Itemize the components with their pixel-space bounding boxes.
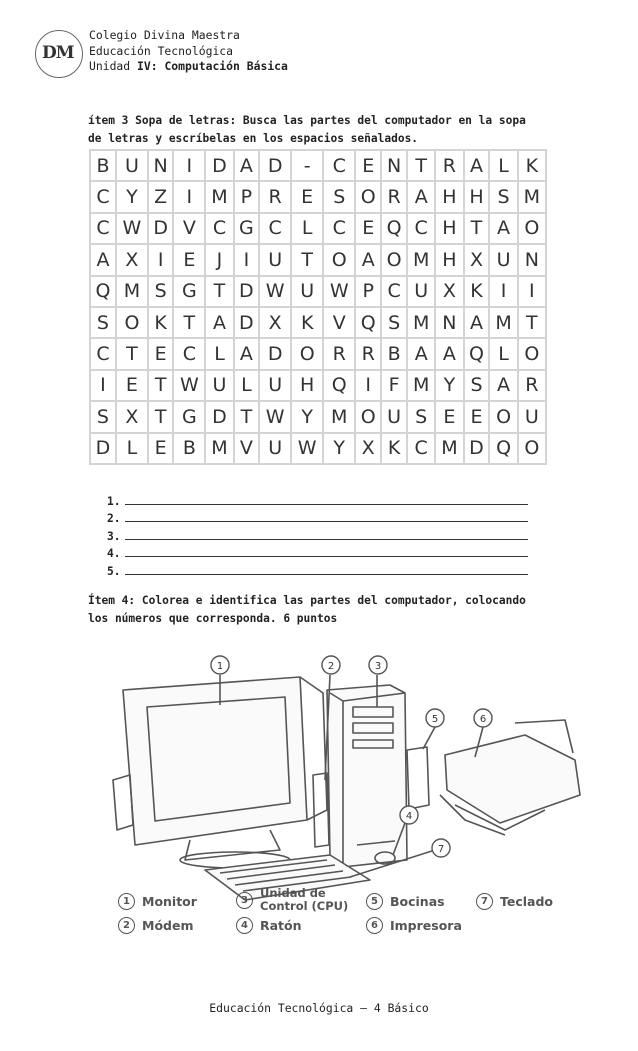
grid-cell[interactable]: B — [174, 434, 204, 463]
grid-cell[interactable]: G — [174, 277, 204, 306]
legend-label: Teclado — [500, 894, 554, 909]
grid-cell[interactable]: - — [292, 151, 322, 180]
grid-cell[interactable]: E — [149, 339, 172, 368]
callout-number: 5 — [431, 714, 439, 725]
grid-cell[interactable]: N — [382, 151, 406, 180]
grid-cell[interactable]: S — [91, 308, 115, 337]
grid-cell[interactable]: T — [174, 308, 204, 337]
grid-cell[interactable]: Q — [490, 434, 516, 463]
grid-cell[interactable]: M — [206, 182, 232, 211]
callout-6 — [474, 709, 492, 727]
grid-cell[interactable]: L — [490, 151, 516, 180]
legend-item — [236, 917, 302, 934]
grid-cell[interactable]: M — [324, 402, 354, 431]
grid-cell[interactable]: H — [465, 182, 489, 211]
grid-cell[interactable]: A — [490, 214, 516, 243]
callout-4 — [400, 806, 418, 824]
grid-row — [91, 214, 545, 243]
grid-cell[interactable]: R — [324, 339, 354, 368]
answer-blank[interactable] — [125, 529, 528, 540]
grid-cell[interactable]: K — [519, 151, 545, 180]
legend-item — [476, 893, 553, 910]
grid-cell[interactable]: L — [117, 434, 147, 463]
legend-number: 2 — [118, 917, 135, 934]
grid-cell[interactable]: N — [436, 308, 462, 337]
grid-cell[interactable]: W — [260, 277, 290, 306]
legend-label: Impresora — [390, 918, 462, 933]
grid-cell[interactable]: D — [235, 277, 259, 306]
grid-cell[interactable]: D — [260, 339, 290, 368]
grid-cell[interactable]: O — [519, 214, 545, 243]
callout-number: 6 — [479, 714, 487, 725]
grid-cell[interactable]: C — [91, 182, 115, 211]
callout-5 — [426, 709, 444, 727]
grid-cell[interactable]: F — [382, 371, 406, 400]
grid-cell[interactable]: H — [436, 214, 462, 243]
grid-cell[interactable]: U — [206, 371, 232, 400]
grid-cell[interactable]: T — [235, 402, 259, 431]
grid-cell[interactable]: X — [356, 434, 380, 463]
item3-instructions — [88, 112, 558, 148]
grid-cell[interactable]: W — [292, 434, 322, 463]
answer-line[interactable] — [107, 543, 528, 561]
answer-line[interactable] — [107, 508, 528, 526]
grid-cell[interactable]: D — [206, 402, 232, 431]
grid-cell[interactable]: W — [324, 277, 354, 306]
grid-cell[interactable]: E — [436, 402, 462, 431]
grid-cell[interactable]: E — [174, 245, 204, 274]
grid-cell[interactable]: I — [490, 277, 516, 306]
grid-cell[interactable]: D — [465, 434, 489, 463]
grid-cell[interactable]: E — [117, 371, 147, 400]
grid-cell[interactable]: T — [117, 339, 147, 368]
answer-line[interactable] — [107, 490, 528, 508]
callout-number: 4 — [405, 811, 413, 822]
grid-cell[interactable]: P — [235, 182, 259, 211]
grid-row — [91, 182, 545, 211]
grid-cell[interactable]: X — [436, 277, 462, 306]
grid-cell[interactable]: W — [260, 402, 290, 431]
item4-line1: Ítem 4: Colorea e identifica las partes del computador, colocando — [88, 594, 526, 607]
grid-cell[interactable]: N — [149, 151, 172, 180]
grid-cell[interactable]: C — [91, 214, 115, 243]
answer-number: 5. — [107, 564, 121, 578]
grid-cell[interactable]: C — [324, 151, 354, 180]
grid-row — [91, 434, 545, 463]
printer-drawing — [440, 720, 580, 835]
grid-cell[interactable]: V — [324, 308, 354, 337]
grid-cell[interactable]: C — [382, 277, 406, 306]
item4-line2: los números que corresponda. 6 puntos — [88, 612, 338, 625]
grid-cell[interactable]: X — [117, 402, 147, 431]
grid-cell[interactable]: V — [235, 434, 259, 463]
grid-cell[interactable]: K — [465, 277, 489, 306]
grid-cell[interactable]: X — [260, 308, 290, 337]
grid-cell[interactable]: B — [382, 339, 406, 368]
callout-number: 1 — [216, 661, 224, 672]
grid-row — [91, 245, 545, 274]
grid-cell[interactable]: S — [91, 402, 115, 431]
grid-cell[interactable]: O — [292, 339, 322, 368]
grid-cell[interactable]: C — [408, 214, 434, 243]
grid-cell[interactable]: O — [490, 402, 516, 431]
grid-cell[interactable]: O — [324, 245, 354, 274]
callout-number: 7 — [437, 844, 445, 855]
grid-cell[interactable]: W — [117, 214, 147, 243]
page-footer: Educación Tecnológica – 4 Básico — [209, 1001, 429, 1015]
grid-cell[interactable]: O — [519, 339, 545, 368]
answer-lines — [107, 490, 528, 578]
grid-cell[interactable]: L — [292, 214, 322, 243]
grid-cell[interactable]: I — [91, 371, 115, 400]
grid-cell[interactable]: M — [408, 371, 434, 400]
monitor-drawing — [123, 677, 327, 868]
grid-cell[interactable]: C — [260, 214, 290, 243]
grid-cell[interactable]: U — [260, 371, 290, 400]
callout-7 — [432, 839, 450, 857]
legend-number: 3 — [236, 892, 253, 909]
grid-cell[interactable]: A — [465, 151, 489, 180]
callout-3 — [369, 656, 387, 674]
grid-cell[interactable]: Z — [149, 182, 172, 211]
grid-row — [91, 402, 545, 431]
grid-cell[interactable]: D — [91, 434, 115, 463]
grid-cell[interactable]: L — [235, 371, 259, 400]
grid-cell[interactable]: A — [465, 308, 489, 337]
word-search-table — [89, 149, 547, 465]
grid-cell[interactable]: T — [149, 402, 172, 431]
grid-cell[interactable]: L — [490, 339, 516, 368]
grid-cell[interactable]: S — [382, 308, 406, 337]
grid-cell[interactable]: M — [117, 277, 147, 306]
grid-row — [91, 308, 545, 337]
grid-cell[interactable]: U — [408, 277, 434, 306]
answer-blank[interactable] — [125, 546, 528, 557]
grid-cell[interactable]: A — [408, 182, 434, 211]
legend-label: Módem — [142, 918, 194, 933]
grid-cell[interactable]: C — [408, 434, 434, 463]
subject-name: Educación Tecnológica — [89, 43, 234, 58]
word-search-grid — [89, 149, 547, 465]
unit-title: IV: Computación Básica — [137, 59, 288, 73]
answer-number: 1. — [107, 494, 121, 508]
grid-cell[interactable]: T — [465, 214, 489, 243]
legend-item — [366, 893, 445, 910]
grid-cell[interactable]: U — [292, 277, 322, 306]
right-speaker-drawing — [407, 747, 429, 809]
grid-cell[interactable]: H — [292, 371, 322, 400]
grid-cell[interactable]: T — [149, 371, 172, 400]
legend-item — [366, 917, 462, 934]
grid-cell[interactable]: I — [149, 245, 172, 274]
grid-cell[interactable]: S — [465, 371, 489, 400]
grid-cell[interactable]: U — [117, 151, 147, 180]
grid-cell[interactable]: A — [91, 245, 115, 274]
answer-number: 2. — [107, 512, 121, 526]
grid-cell[interactable]: D — [149, 214, 172, 243]
legend-item — [118, 893, 197, 910]
grid-cell[interactable]: A — [356, 245, 380, 274]
grid-cell[interactable]: N — [519, 245, 545, 274]
grid-cell[interactable]: Q — [324, 371, 354, 400]
grid-cell[interactable]: M — [436, 434, 462, 463]
header — [35, 28, 288, 78]
grid-cell[interactable]: R — [519, 371, 545, 400]
grid-cell[interactable]: M — [408, 308, 434, 337]
grid-cell[interactable]: S — [490, 182, 516, 211]
grid-cell[interactable]: V — [174, 214, 204, 243]
grid-cell[interactable]: E — [465, 402, 489, 431]
school-name: Colegio Divina Maestra — [89, 28, 240, 42]
grid-cell[interactable]: O — [382, 245, 406, 274]
grid-cell[interactable]: Q — [382, 214, 406, 243]
unit-line — [89, 59, 288, 75]
grid-cell[interactable]: M — [519, 182, 545, 211]
grid-cell[interactable]: I — [174, 151, 204, 180]
grid-cell[interactable]: E — [356, 151, 380, 180]
legend-label: Bocinas — [390, 894, 445, 909]
grid-cell[interactable]: R — [436, 151, 462, 180]
grid-cell[interactable]: C — [174, 339, 204, 368]
grid-cell[interactable]: R — [382, 182, 406, 211]
grid-cell[interactable]: H — [436, 245, 462, 274]
grid-cell[interactable]: A — [235, 151, 259, 180]
grid-cell[interactable]: T — [519, 308, 545, 337]
header-text — [89, 28, 288, 75]
grid-cell[interactable]: T — [206, 277, 232, 306]
unit-prefix: Unidad — [89, 59, 138, 73]
grid-cell[interactable]: I — [235, 245, 259, 274]
grid-cell[interactable]: Y — [117, 182, 147, 211]
answer-blank[interactable] — [125, 494, 528, 505]
grid-cell[interactable]: K — [292, 308, 322, 337]
grid-cell[interactable]: Q — [356, 308, 380, 337]
callout-number: 3 — [374, 661, 382, 672]
grid-row — [91, 371, 545, 400]
grid-cell[interactable]: K — [149, 308, 172, 337]
school-logo — [35, 30, 83, 78]
grid-cell[interactable]: S — [408, 402, 434, 431]
grid-cell[interactable]: R — [356, 339, 380, 368]
grid-cell[interactable]: A — [235, 339, 259, 368]
grid-cell[interactable]: Q — [91, 277, 115, 306]
grid-cell[interactable]: A — [436, 339, 462, 368]
answer-line[interactable] — [107, 560, 528, 578]
grid-cell[interactable]: D — [235, 308, 259, 337]
answer-number: 3. — [107, 529, 121, 543]
grid-cell[interactable]: S — [149, 277, 172, 306]
legend-number: 7 — [476, 893, 493, 910]
grid-cell[interactable]: Y — [292, 402, 322, 431]
grid-row — [91, 277, 545, 306]
legend-number: 5 — [366, 893, 383, 910]
legend-item — [236, 887, 366, 913]
grid-row — [91, 151, 545, 180]
callout-2 — [322, 656, 340, 674]
grid-cell[interactable]: O — [519, 434, 545, 463]
grid-cell[interactable]: A — [206, 308, 232, 337]
grid-cell[interactable]: I — [174, 182, 204, 211]
item3-line1: ítem 3 Sopa de letras: Busca las partes del computador en la sopa — [88, 114, 526, 127]
grid-cell[interactable]: B — [91, 151, 115, 180]
grid-cell[interactable]: C — [206, 214, 232, 243]
grid-cell[interactable]: T — [408, 151, 434, 180]
grid-cell[interactable]: Y — [436, 371, 462, 400]
grid-cell[interactable]: Q — [465, 339, 489, 368]
grid-cell[interactable]: M — [408, 245, 434, 274]
grid-cell[interactable]: I — [519, 277, 545, 306]
grid-cell[interactable]: O — [356, 182, 380, 211]
left-speaker-drawing — [113, 775, 133, 830]
grid-cell[interactable]: I — [356, 371, 380, 400]
logo-text: DM — [42, 43, 74, 63]
grid-cell[interactable]: O — [356, 402, 380, 431]
legend-label: Monitor — [142, 894, 197, 909]
grid-cell[interactable]: H — [436, 182, 462, 211]
grid-cell[interactable]: S — [324, 182, 354, 211]
grid-cell[interactable]: U — [519, 402, 545, 431]
grid-cell[interactable]: P — [356, 277, 380, 306]
item4-instructions — [88, 592, 558, 628]
answer-number: 4. — [107, 547, 121, 561]
grid-cell[interactable]: K — [382, 434, 406, 463]
grid-cell[interactable]: G — [174, 402, 204, 431]
legend-number: 1 — [118, 893, 135, 910]
grid-cell[interactable]: L — [206, 339, 232, 368]
legend-number: 6 — [366, 917, 383, 934]
grid-cell[interactable]: D — [260, 151, 290, 180]
grid-cell[interactable]: T — [292, 245, 322, 274]
grid-cell[interactable]: W — [174, 371, 204, 400]
grid-cell[interactable]: J — [206, 245, 232, 274]
grid-cell[interactable]: M — [490, 308, 516, 337]
callout-1 — [211, 656, 229, 674]
grid-cell[interactable]: U — [490, 245, 516, 274]
item3-line2: de letras y escríbelas en los espacios señalados. — [88, 132, 419, 145]
legend-item — [118, 917, 193, 934]
answer-line[interactable] — [107, 525, 528, 543]
grid-cell[interactable]: X — [117, 245, 147, 274]
grid-cell[interactable]: Y — [324, 434, 354, 463]
grid-cell[interactable]: C — [91, 339, 115, 368]
grid-cell[interactable]: A — [490, 371, 516, 400]
grid-cell[interactable]: E — [292, 182, 322, 211]
legend-number: 4 — [236, 917, 253, 934]
grid-cell[interactable]: O — [117, 308, 147, 337]
grid-cell[interactable]: M — [206, 434, 232, 463]
grid-row — [91, 339, 545, 368]
grid-cell[interactable]: R — [260, 182, 290, 211]
grid-cell[interactable]: D — [206, 151, 232, 180]
callout-number: 2 — [327, 661, 335, 672]
grid-cell[interactable]: G — [235, 214, 259, 243]
answer-blank[interactable] — [125, 564, 528, 575]
grid-cell[interactable]: U — [260, 245, 290, 274]
tower-drawing — [327, 685, 407, 867]
legend-label: Ratón — [260, 918, 302, 933]
grid-cell[interactable]: X — [465, 245, 489, 274]
legend-label: Unidad de Control (CPU) — [260, 886, 349, 913]
grid-cell[interactable]: U — [382, 402, 406, 431]
grid-cell[interactable]: U — [260, 434, 290, 463]
grid-cell[interactable]: E — [356, 214, 380, 243]
answer-blank[interactable] — [125, 511, 528, 522]
grid-cell[interactable]: E — [149, 434, 172, 463]
grid-cell[interactable]: A — [408, 339, 434, 368]
grid-cell[interactable]: C — [324, 214, 354, 243]
